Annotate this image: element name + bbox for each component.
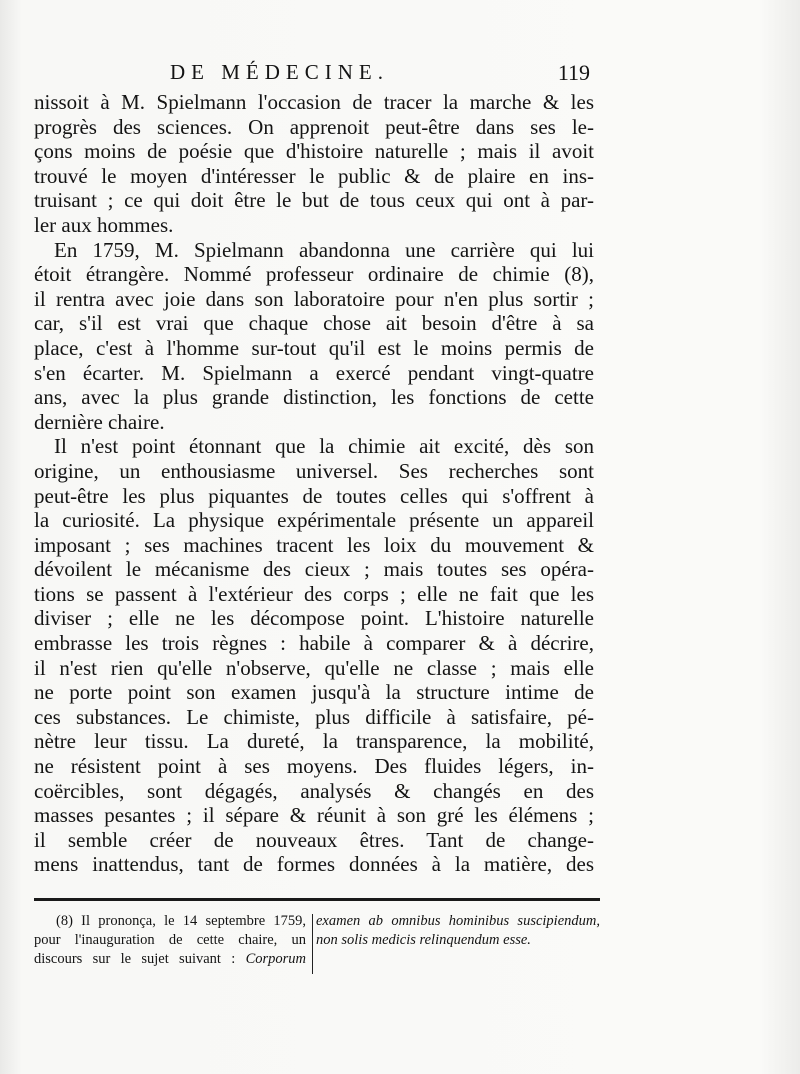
running-title: DE MÉDECINE. [170, 60, 389, 84]
text-line: trouvé le moyen d'intéresser le public & de plaire en ins- [34, 163, 594, 188]
text-line: origine, un enthousiasme universel. Ses recherches sont [34, 458, 594, 483]
footnote-line: pour l'inauguration de cette chaire, un [34, 932, 306, 948]
text-line: En 1759, M. Spielmann abandonna une carrière qui lui [54, 237, 594, 262]
footnote-italic-word: Corporum [245, 951, 306, 967]
text-line: peut-être les plus piquantes de toutes celles qui s'offrent à [34, 483, 594, 508]
text-line: ne résistent point à ses moyens. Des fluides légers, in- [34, 754, 594, 779]
footnote-line-text: discours sur le sujet suivant : [34, 951, 236, 967]
text-line: dévoilent le mécanisme des cieux ; mais toutes ses opéra- [34, 557, 594, 582]
text-line: s'en écarter. M. Spielmann a exercé pendant vingt-quatre [34, 360, 594, 385]
footnote-left-column [34, 912, 306, 969]
text-line: ces substances. Le chimiste, plus difficile à satisfaire, pé- [34, 704, 594, 729]
paragraph-3 [34, 434, 594, 877]
text-line: nissoit à M. Spielmann l'occasion de tracer la marche & les [34, 90, 594, 114]
text-line: dernière chaire. [34, 409, 165, 434]
text-line: çons moins de poésie que d'histoire naturelle ; mais il avoit [34, 139, 594, 164]
text-line: mens inattendus, tant de formes données à la matière, des [34, 852, 594, 877]
page-number: 119 [557, 60, 590, 85]
text-line: place, c'est à l'homme sur-tout qu'il est le moins permis de [34, 335, 594, 360]
text-line: ler aux hommes. [34, 212, 174, 237]
paragraph-2 [34, 238, 594, 435]
text-line: imposant ; ses machines tracent les loix du mouvement & [34, 532, 594, 557]
text-line: diviser ; elle ne les décompose point. L'histoire naturelle [34, 606, 594, 631]
text-line: masses pesantes ; il sépare & réunit à son gré les élémens ; [34, 803, 594, 828]
text-line: ans, avec la plus grande distinction, les fonctions de cette [34, 385, 594, 410]
text-line: embrasse les trois règnes : habile à comparer & à décrire, [34, 631, 594, 656]
text-line: truisant ; ce qui doit être le but de tous ceux qui ont à par- [34, 188, 594, 213]
text-line: nètre leur tissu. La dureté, la transparence, la mobilité, [34, 729, 594, 754]
text-line: Il n'est point étonnant que la chimie ait excité, dès son [54, 434, 594, 459]
page-header [170, 60, 590, 92]
footnote-line: non solis medicis relinquendum esse. [316, 932, 531, 948]
footnote-column-divider [312, 914, 313, 974]
text-line: ne porte point son examen jusqu'à la structure intime de [34, 680, 594, 705]
text-line: la curiosité. La physique expérimentale présente un appareil [34, 508, 594, 533]
paragraph-1 [34, 90, 594, 238]
footnote-rule [34, 898, 600, 901]
footnote-8 [34, 912, 600, 982]
text-line: progrès des sciences. On apprenoit peut-être dans ses le- [34, 114, 594, 139]
text-line: coërcibles, sont dégagés, analysés & changés en des [34, 778, 594, 803]
footnote-line: (8) Il prononça, le 14 septembre 1759, [56, 913, 306, 929]
text-line: il semble créer de nouveaux êtres. Tant de change- [34, 827, 594, 852]
text-line: étoit étrangère. Nommé professeur ordinaire de chimie (8), [34, 262, 594, 287]
footnote-right-column [316, 912, 600, 950]
text-line: car, s'il est vrai que chaque chose ait besoin d'être à sa [34, 311, 594, 336]
text-line: il rentra avec joie dans son laboratoire pour n'en plus sortir ; [34, 286, 594, 311]
footnote-line: examen ab omnibus hominibus suscipiendum, [316, 913, 600, 929]
text-line: tions se passent à l'extérieur des corps ; elle ne fait que les [34, 581, 594, 606]
text-line: il n'est rien qu'elle n'observe, qu'elle ne classe ; mais elle [34, 655, 594, 680]
main-text [34, 90, 594, 877]
footnote-line [34, 950, 306, 969]
